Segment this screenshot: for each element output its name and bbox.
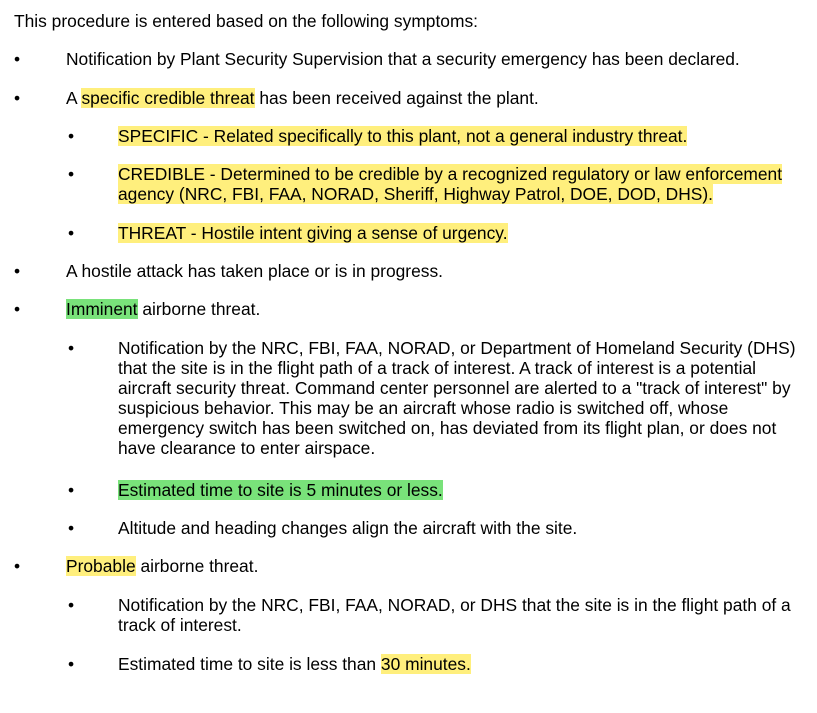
bullet-icon: • (14, 556, 21, 576)
symptom-credible-threat (14, 88, 811, 108)
highlighted-phrase: 30 minutes. (380, 654, 471, 674)
subitem-text: Notification by the NRC, FBI, FAA, NORAD, or Department of Homeland Security (DHS) that the site is in the flight path of a track of interest. A track of interest is a potential aircraft security threat. Command center personnel are alerted to a "track of interest" by suspicious behavior. This may be an aircraft whose radio is switched off, whose emergency switch has been switched on, has deviated from its flight plan, or does not have clearance to enter airspace. (118, 338, 796, 458)
symptom-text-prefix: A (66, 88, 82, 108)
subitem-text: Notification by the NRC, FBI, FAA, NORAD, or DHS that the site is in the flight path of a track of interest. (118, 595, 791, 635)
subitem-30-minutes (68, 654, 813, 674)
highlighted-phrase: Imminent (66, 299, 138, 319)
subitem-specific (68, 126, 813, 146)
bullet-icon: • (68, 595, 75, 615)
bullet-icon: • (68, 480, 75, 500)
symptom-imminent-airborne (14, 299, 811, 319)
bullet-icon: • (14, 88, 21, 108)
bullet-icon: • (68, 223, 75, 243)
symptom-probable-airborne (14, 556, 811, 576)
bullet-icon: • (14, 299, 21, 319)
subitem-threat (68, 223, 813, 243)
subitem-credible (68, 164, 813, 204)
symptom-hostile-attack (14, 261, 811, 281)
intro-text: This procedure is entered based on the following symptoms: (14, 11, 478, 31)
subitem-flight-path (68, 595, 813, 635)
highlighted-text: Estimated time to site is 5 minutes or less. (118, 480, 443, 500)
highlighted-text: CREDIBLE - Determined to be credible by a recognized regulatory or law enforcement agency (NRC, FBI, FAA, NORAD, Sheriff, Highway Patrol, DOE, DOD, DHS). (118, 164, 783, 204)
symptom-text: Notification by Plant Security Supervision that a security emergency has been declared. (66, 49, 740, 69)
symptom-security-emergency (14, 49, 811, 69)
subitem-altitude-heading (68, 518, 813, 538)
symptom-text-suffix: has been received against the plant. (254, 88, 539, 108)
bullet-icon: • (14, 49, 21, 69)
bullet-icon: • (14, 261, 21, 281)
bullet-icon: • (68, 338, 75, 358)
subitem-track-of-interest (68, 338, 813, 458)
subitem-text: Altitude and heading changes align the aircraft with the site. (118, 518, 578, 538)
bullet-icon: • (68, 126, 75, 146)
bullet-icon: • (68, 518, 75, 538)
subitem-text-prefix: Estimated time to site is less than (118, 654, 381, 674)
highlighted-text: THREAT - Hostile intent giving a sense of urgency. (118, 223, 508, 243)
highlighted-text: SPECIFIC - Related specifically to this plant, not a general industry threat. (118, 126, 688, 146)
subitem-5-minutes (68, 480, 813, 500)
symptom-text-suffix: airborne threat. (137, 299, 261, 319)
symptom-text-suffix: airborne threat. (135, 556, 259, 576)
bullet-icon: • (68, 654, 75, 674)
bullet-icon: • (68, 164, 75, 184)
highlighted-phrase: specific credible threat (81, 88, 255, 108)
symptom-text: A hostile attack has taken place or is in progress. (66, 261, 443, 281)
highlighted-phrase: Probable (66, 556, 136, 576)
